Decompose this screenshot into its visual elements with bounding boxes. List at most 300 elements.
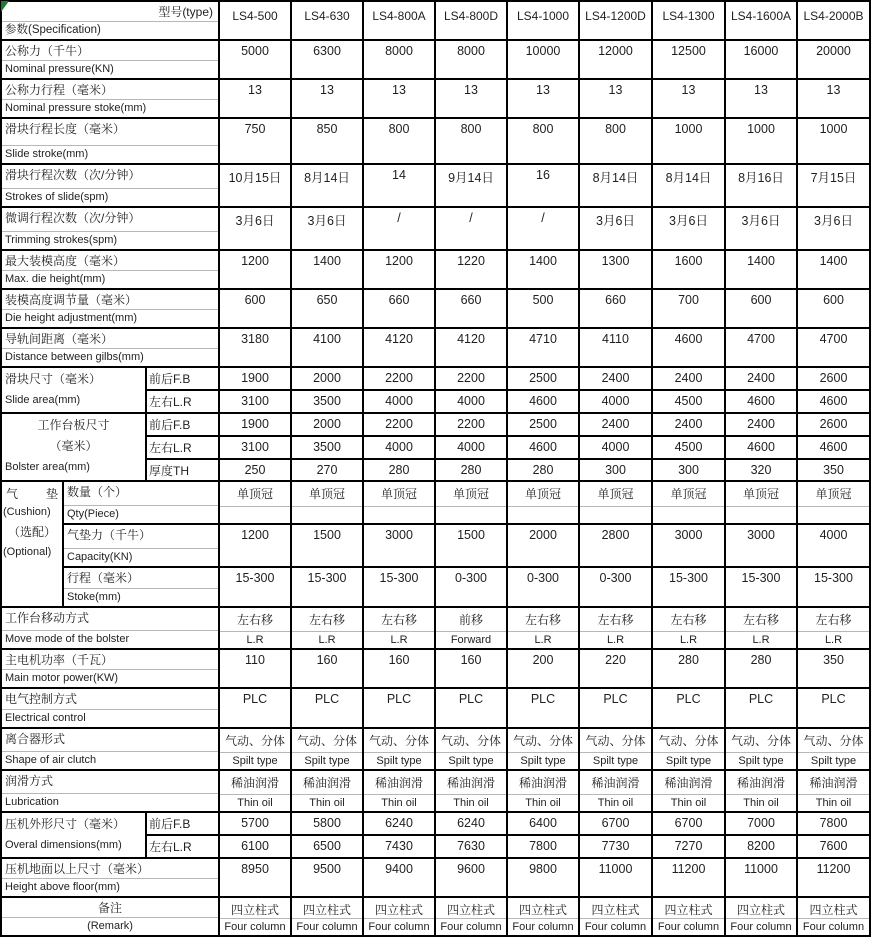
value: 2000 [529,528,557,542]
value: 10000 [525,44,561,58]
spec-value-cell [435,567,507,607]
value: 6700 [674,816,703,830]
spec-value-cell [652,367,725,390]
value: 4000 [457,394,485,408]
spec-value-cell [797,524,870,567]
spec-value-cell [291,328,363,367]
value: 4600 [674,332,703,346]
value-zh: 气动、分体 [730,734,791,748]
spec-value-cell [652,567,725,607]
spec-value-cell [725,328,797,367]
value: 3月6日 [307,214,347,228]
value-en: Thin oil [580,794,651,811]
value-zh: 左右移 [670,613,707,627]
value: 13 [681,83,696,97]
spec-value-cell [725,835,797,858]
value: 0-300 [599,571,632,585]
row-label-en: Height above floor(mm) [2,878,218,896]
value: 1400 [819,254,848,268]
value: 4000 [385,440,413,454]
value: 2600 [819,417,848,431]
spec-value-cell [435,40,507,79]
spec-value-cell [579,207,652,250]
spec-value-cell [652,164,725,207]
spec-value-cell [725,413,797,436]
value-zh: 气动、分体 [803,734,864,748]
row-label-en: Shape of air clutch [2,751,218,769]
cushion-label-line: （选配） [7,525,56,539]
row-label-en: Electrical control [2,709,218,727]
value-en: Thin oil [436,794,506,811]
table-row [1,328,870,367]
value: 1900 [241,371,269,385]
value-en: Spilt type [580,752,651,769]
spec-value-cell [579,812,652,835]
spec-value-cell [219,367,291,390]
spec-value-cell [797,40,870,79]
value: 160 [388,653,410,667]
value: 13 [392,83,406,97]
sub-label-bolster-area-lr [146,436,219,459]
spec-value-cell [725,164,797,207]
value: 13 [608,83,623,97]
value-en [798,506,869,523]
value: 3月6日 [669,214,708,228]
spec-value-cell [652,40,725,79]
value: 600 [750,293,772,307]
cushion-label-zh [2,482,62,502]
spec-value-cell [725,390,797,413]
sub-label-overall-dimensions-fb [146,812,219,835]
row-label-en: Move mode of the bolster [2,630,218,648]
table-row [1,481,870,524]
value-zh: 气动、分体 [296,734,357,748]
value-en: Spilt type [653,752,724,769]
table-row [1,289,870,328]
value: 1200 [241,528,269,542]
value: 7730 [601,839,630,853]
spec-value-cell [363,436,435,459]
value-zh: 气动、分体 [512,734,573,748]
table-row [1,812,870,835]
value-zh: 四立柱式 [374,903,423,917]
value: 1000 [674,122,703,136]
group-label-line: 滑块尺寸（毫米） [5,372,102,386]
spec-value-cell [725,367,797,390]
model-header-ls4-1200d [579,1,652,40]
table-row [1,1,870,40]
row-label-zh: 主电机功率（千瓦） [5,653,114,667]
model-name: LS4-1600A [730,9,792,23]
spec-value-cell [507,567,579,607]
spec-value-cell [579,688,652,728]
value-zh: 稀油润滑 [809,776,858,790]
value: 1220 [457,254,485,268]
value-en: L.R [220,631,290,648]
row-label-zh: 装模高度调节量（毫米） [5,293,138,307]
value: 4120 [457,332,485,346]
value: 2400 [601,417,630,431]
value: 2600 [819,371,848,385]
sub-label-overall-dimensions-lr [146,835,219,858]
value: 350 [823,463,844,477]
table-row [1,649,870,688]
value-zh: 稀油润滑 [591,776,640,790]
spec-value-cell [363,567,435,607]
spec-value-cell [797,79,870,118]
spec-value-cell [579,459,652,481]
spec-value-cell [435,436,507,459]
value: 2400 [601,371,630,385]
spec-value-cell [219,118,291,164]
value-zh: 单顶冠 [236,487,273,501]
value-en: Thin oil [292,794,362,811]
spec-value-cell [219,649,291,688]
value-en: L.R [580,631,651,648]
value: 5000 [241,44,269,58]
spec-value-cell [435,367,507,390]
value-zh: 四立柱式 [664,903,713,917]
spec-value-cell [435,858,507,897]
row-label-en: Trimming strokes(spm) [2,231,218,249]
group-label-bolster-area-fb [1,413,146,481]
value: 16 [536,168,550,182]
value: 15-300 [669,571,708,585]
spec-value-cell [219,607,291,649]
value-en: Four column [436,918,506,935]
spec-value-cell [507,897,579,936]
spec-value-cell [797,649,870,688]
value: 20000 [816,44,851,58]
sub-label-text: 前后F.B [149,817,191,831]
row-label-distance-between-gibs [1,328,219,367]
value-zh: 左右移 [597,613,634,627]
value: 2400 [747,417,775,431]
row-label-zh: 最大装模高度（毫米） [5,254,126,268]
value: 3100 [241,394,269,408]
row-label-zh: 公称力（千牛） [5,44,90,58]
spec-value-cell [579,858,652,897]
spec-value-cell [507,812,579,835]
value: 800 [460,122,482,136]
value-zh: 前移 [458,613,483,627]
sub-label-slide-area-lr [146,390,219,413]
spec-value-cell [725,118,797,164]
value: 4000 [601,394,630,408]
row-label-lubrication [1,770,219,812]
spec-value-cell [291,524,363,567]
value: 4000 [385,394,413,408]
value: 13 [536,83,550,97]
spec-value-cell [725,858,797,897]
value: 4600 [819,440,848,454]
table-row [1,367,870,390]
value-en [508,506,578,523]
value-en: Four column [508,918,578,935]
spec-value-cell [435,728,507,770]
value: PLC [676,692,701,706]
spec-value-cell [363,728,435,770]
model-name: LS4-1200D [585,9,646,23]
value: 9400 [385,862,413,876]
spec-value-cell [435,328,507,367]
sub-label-text: 左右L.R [149,840,192,854]
table-corner-cell [1,1,219,40]
spec-value-cell [797,481,870,524]
value-zh: 单顶冠 [597,487,634,501]
spec-value-cell [363,250,435,289]
value: 1300 [601,254,630,268]
cushion-zh-left: 气 [6,487,19,501]
value-zh: 四立柱式 [809,903,858,917]
sub-label-text: 前后F.B [149,418,191,432]
value-zh: 气动、分体 [440,734,501,748]
spec-value-cell [363,164,435,207]
spec-value-cell [652,79,725,118]
value-zh: 四立柱式 [736,903,785,917]
spec-value-cell [725,688,797,728]
value: 2000 [313,417,341,431]
value: 4710 [529,332,557,346]
spec-value-cell [435,207,507,250]
value: 8000 [457,44,485,58]
value: 5700 [241,816,269,830]
value: 11200 [816,862,851,876]
value: 300 [678,463,699,477]
row-label-zh: 滑块行程次数（次/分钟） [5,168,141,182]
value-en [436,506,506,523]
value-en [292,506,362,523]
spec-value-cell [797,413,870,436]
value-en: Spilt type [364,752,434,769]
spec-value-cell [507,118,579,164]
value: 0-300 [455,571,487,585]
value: 15-300 [741,571,781,585]
spec-value-cell [219,524,291,567]
spec-value-cell [363,79,435,118]
spec-value-cell [435,770,507,812]
row-label-zh: 微调行程次数（次/分钟） [5,211,141,225]
spec-value-cell [435,835,507,858]
value: 2400 [674,417,703,431]
spec-value-cell [291,289,363,328]
value: 12000 [598,44,633,58]
spec-value-cell [652,835,725,858]
spec-value-cell [291,436,363,459]
spec-value-cell [507,481,579,524]
spec-value-cell [797,567,870,607]
spec-value-cell [435,688,507,728]
group-label-line: Slide area(mm) [5,394,81,406]
value: 9600 [457,862,485,876]
value-en: Thin oil [220,794,290,811]
spec-value-cell [652,207,725,250]
spec-value-cell [507,436,579,459]
spec-value-cell [291,250,363,289]
row-label-en: Lubrication [2,793,218,811]
row-label-en: Strokes of slide(spm) [2,188,218,206]
row-label-en: Max. die height(mm) [2,270,218,288]
value-en: Spilt type [508,752,578,769]
spec-value-cell [725,649,797,688]
value: 13 [248,83,262,97]
value-en: Four column [653,918,724,935]
value-en [580,506,651,523]
spec-value-cell [579,567,652,607]
spec-value-cell [797,118,870,164]
value-zh: 左右移 [236,613,273,627]
spec-value-cell [435,250,507,289]
value: 11000 [598,862,633,876]
value: 14 [392,168,406,182]
value: 0-300 [527,571,559,585]
value: 8月14日 [304,171,350,185]
sub-label-text: 左右L.R [149,395,192,409]
value: 15-300 [235,571,275,585]
spec-value-cell [291,728,363,770]
spec-value-cell [435,289,507,328]
table-row [1,79,870,118]
spec-value-cell [797,250,870,289]
spec-value-cell [507,328,579,367]
value: 6500 [313,839,341,853]
cushion-sub-zh: 数量（个） [67,485,128,499]
model-name: LS4-1000 [516,9,570,23]
spec-value-cell [219,459,291,481]
spec-value-cell [579,835,652,858]
value: 800 [388,122,410,136]
value: 280 [750,653,772,667]
value: 160 [460,653,482,667]
spec-value-cell [652,118,725,164]
value: 4120 [385,332,413,346]
spec-value-cell [363,459,435,481]
spec-value-cell [725,459,797,481]
spec-value-cell [797,812,870,835]
model-name: LS4-500 [232,9,278,23]
spec-value-cell [652,858,725,897]
value: 7月15日 [810,171,857,185]
row-label-nominal-pressure-stroke [1,79,219,118]
value: 4000 [819,528,848,542]
spec-value-cell [652,436,725,459]
spec-value-cell [797,835,870,858]
value: 1200 [385,254,413,268]
value: 4700 [747,332,775,346]
spec-value-cell [652,481,725,524]
value-en [653,506,724,523]
spec-value-cell [507,79,579,118]
spec-value-cell [291,607,363,649]
value: 6700 [601,816,630,830]
spec-value-cell [291,164,363,207]
spec-value-cell [507,250,579,289]
value: 1900 [241,417,269,431]
row-label-zh: 压机地面以上尺寸（毫米） [5,862,150,876]
spec-value-cell [725,207,797,250]
value: 3500 [313,440,341,454]
value: 4500 [674,440,703,454]
spec-value-cell [579,250,652,289]
spec-value-cell [219,207,291,250]
spec-value-cell [652,459,725,481]
value-zh: 稀油润滑 [230,776,279,790]
spec-value-cell [219,728,291,770]
cushion-sub-zh: 气垫力（千牛） [67,528,152,542]
spec-value-cell [725,436,797,459]
value: 2400 [747,371,775,385]
cushion-label-line: (Optional) [3,546,52,558]
value-zh: 稀油润滑 [518,776,567,790]
value-en: Thin oil [364,794,434,811]
spec-value-cell [725,607,797,649]
spec-value-cell [363,835,435,858]
value: 280 [388,463,410,477]
value: 16000 [743,44,779,58]
value-zh: 四立柱式 [230,903,279,917]
spec-value-cell [797,164,870,207]
spec-value-cell [291,649,363,688]
value: 2200 [385,371,413,385]
table-row [1,40,870,79]
spec-value-cell [291,118,363,164]
group-label-line: （毫米） [49,439,98,453]
value-zh: 单顶冠 [524,487,561,501]
spec-value-cell [435,164,507,207]
row-label-en: Die height adjustment(mm) [2,309,218,327]
spec-value-cell [363,649,435,688]
value-zh: 单顶冠 [742,487,779,501]
row-label-slide-stroke [1,118,219,164]
cushion-zh-right: 垫 [45,487,58,501]
value-zh: 稀油润滑 [664,776,713,790]
cushion-sub-en: Qty(Piece) [64,505,218,523]
value-zh: 左右移 [524,613,561,627]
row-label-en: Nominal pressure stoke(mm) [2,99,218,117]
model-name: LS4-800D [443,9,499,23]
spec-value-cell [291,367,363,390]
spec-value-cell [725,567,797,607]
spec-value-cell [579,481,652,524]
spec-value-cell [579,649,652,688]
spec-value-cell [219,390,291,413]
group-label-overall-dimensions-fb [1,812,146,858]
value: 9月14日 [448,171,494,185]
value: 650 [316,293,338,307]
value-en: Spilt type [220,752,290,769]
value-zh: 左右移 [815,613,852,627]
value-zh: 四立柱式 [591,903,640,917]
spec-value-cell [725,481,797,524]
value: 9500 [313,862,341,876]
spec-value-cell [725,812,797,835]
value: 3月6日 [741,214,781,228]
cushion-sub-label-cushion-capacity [63,524,219,567]
spec-value-cell [652,607,725,649]
spec-value-cell [219,481,291,524]
spec-value-cell [579,367,652,390]
value: 5800 [313,816,341,830]
value: 6100 [241,839,269,853]
spec-value-cell [797,607,870,649]
spec-value-cell [219,413,291,436]
value-zh: 单顶冠 [452,487,489,501]
value: / [469,211,473,225]
spec-value-cell [725,524,797,567]
value: 280 [532,463,554,477]
spec-value-cell [363,770,435,812]
value: 8月16日 [738,171,784,185]
